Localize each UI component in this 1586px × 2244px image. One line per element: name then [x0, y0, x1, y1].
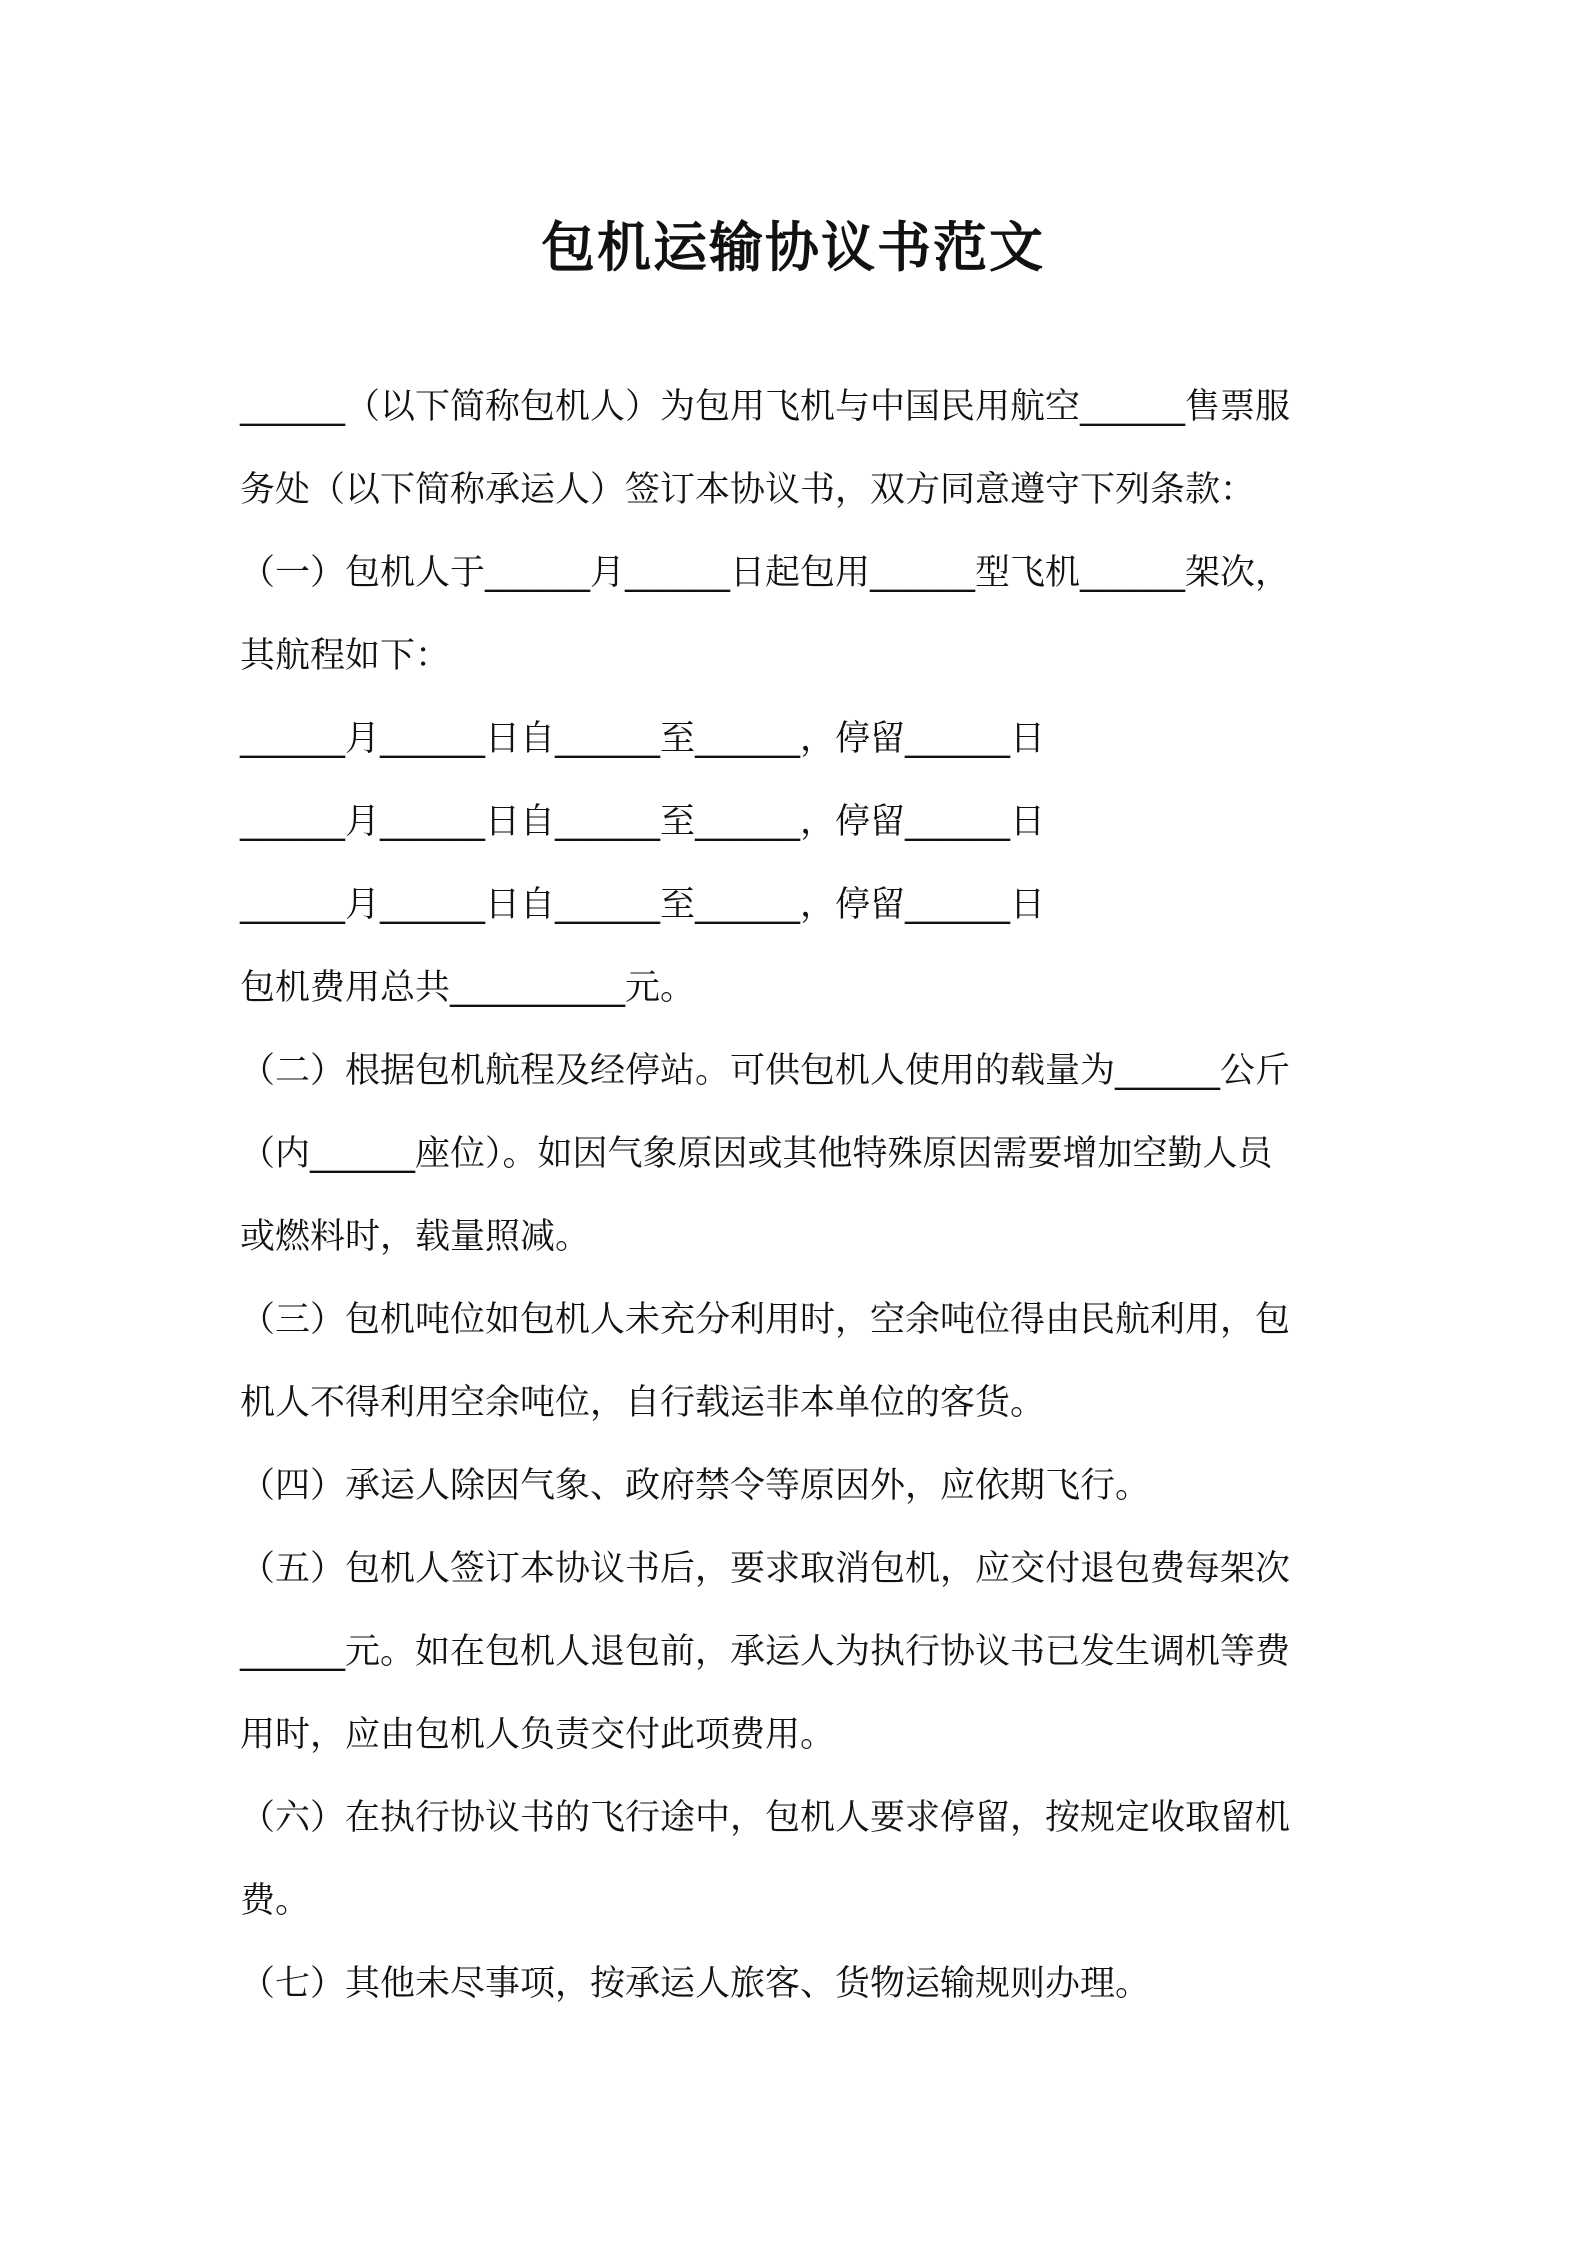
text-line: （七）其他未尽事项，按承运人旅客、货物运输规则办理。	[240, 1964, 1151, 2004]
text-line: （三）包机吨位如包机人未充分利用时，空余吨位得由民航利用，包	[240, 1300, 1291, 1340]
text-line: 用时，应由包机人负责交付此项费用。	[240, 1715, 836, 1755]
text-line: ______月______日自______至______，停留______日	[240, 719, 1046, 759]
text-line: （六）在执行协议书的飞行途中，包机人要求停留，按规定收取留机	[240, 1798, 1291, 1838]
text-line: （二）根据包机航程及经停站。可供包机人使用的载量为______公斤	[240, 1051, 1291, 1091]
text-line: ______（以下简称包机人）为包用飞机与中国民用航空______售票服	[240, 387, 1291, 427]
text-line: 费。	[240, 1881, 311, 1921]
text-line: （内______座位）。如因气象原因或其他特殊原因需要增加空勤人员	[240, 1134, 1273, 1174]
document-title: 包机运输协议书范文	[541, 216, 1045, 279]
text-line: ______元。如在包机人退包前，承运人为执行协议书已发生调机等费	[240, 1632, 1291, 1672]
text-line: 其航程如下：	[240, 636, 451, 676]
text-line: 务处（以下简称承运人）签订本协议书，双方同意遵守下列条款：	[240, 470, 1256, 510]
text-line: 或燃料时，载量照减。	[240, 1217, 591, 1257]
text-line: ______月______日自______至______，停留______日	[240, 802, 1046, 842]
text-line: 机人不得利用空余吨位，自行载运非本单位的客货。	[240, 1383, 1046, 1423]
text-line: ______月______日自______至______，停留______日	[240, 885, 1046, 925]
text-line: （五）包机人签订本协议书后，要求取消包机，应交付退包费每架次	[240, 1549, 1291, 1589]
document-body	[240, 366, 1360, 2026]
text-line: （一）包机人于______月______日起包用______型飞机______架次，	[240, 553, 1291, 593]
text-line: （四）承运人除因气象、政府禁令等原因外，应依期飞行。	[240, 1466, 1151, 1506]
text-line: 包机费用总共__________元。	[240, 968, 696, 1008]
